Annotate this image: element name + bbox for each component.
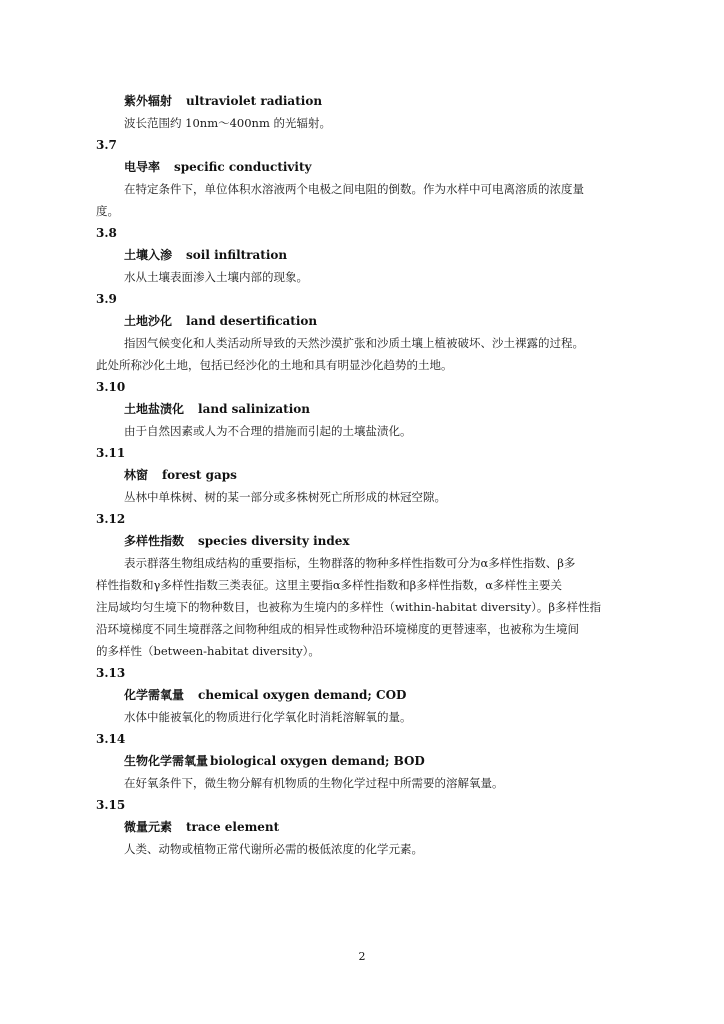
clause-number: 3.15 bbox=[96, 798, 126, 812]
term-heading bbox=[124, 401, 310, 417]
definition-line: 人类、动物或植物正常代谢所必需的极低浓度的化学元素。 bbox=[124, 842, 423, 856]
term-en: chemical oxygen demand; COD bbox=[198, 688, 407, 702]
clause-number: 3.9 bbox=[96, 292, 117, 306]
term-cn: 生物化学需氧量 bbox=[124, 754, 209, 768]
definition-line: 的多样性（between-habitat diversity）。 bbox=[96, 644, 320, 658]
definition-line: 表示群落生物组成结构的重要指标，生物群落的物种多样性指数可分为α多样性指数、β多 bbox=[124, 556, 576, 570]
definition-line: 指因气候变化和人类活动所导致的天然沙漠扩张和沙质土壤上植被破坏、沙土裸露的过程。 bbox=[124, 336, 584, 350]
definition-line: 波长范围约 10nm～400nm 的光辐射。 bbox=[124, 116, 332, 130]
term-en: trace element bbox=[186, 820, 280, 834]
term-en: specific conductivity bbox=[174, 160, 312, 174]
term-heading bbox=[124, 753, 425, 769]
term-en: soil infiltration bbox=[186, 248, 288, 262]
term-cn: 微量元素 bbox=[124, 820, 173, 834]
definition-line: 在特定条件下，单位体积水溶液两个电极之间电阻的倒数。作为水样中可电离溶质的浓度量 bbox=[124, 182, 584, 196]
term-en: species diversity index bbox=[198, 534, 350, 548]
term-cn: 紫外辐射 bbox=[124, 94, 173, 108]
term-en: ultraviolet radiation bbox=[186, 94, 323, 108]
term-cn: 土地盐渍化 bbox=[124, 402, 185, 416]
term-en: land salinization bbox=[198, 402, 310, 416]
term-cn: 土地沙化 bbox=[124, 314, 173, 328]
term-en: forest gaps bbox=[162, 468, 237, 482]
definition-line: 沿环境梯度不同生境群落之间物种组成的相异性或物种沿环境梯度的更替速率，也被称为生境间 bbox=[96, 622, 579, 636]
definition-line: 水体中能被氧化的物质进行化学氧化时消耗溶解氧的量。 bbox=[124, 710, 412, 724]
clause-number: 3.8 bbox=[96, 226, 117, 240]
term-heading bbox=[124, 819, 279, 835]
definition-line: 此处所称沙化土地，包括已经沙化的土地和具有明显沙化趋势的土地。 bbox=[96, 358, 453, 372]
clause-number: 3.11 bbox=[96, 446, 126, 460]
term-heading bbox=[124, 313, 317, 329]
definition-line: 样性指数和γ多样性指数三类表征。这里主要指α多样性指数和β多样性指数，α多样性主要关 bbox=[96, 578, 563, 592]
definition-line: 在好氧条件下，微生物分解有机物质的生物化学过程中所需要的溶解氧量。 bbox=[124, 776, 504, 790]
term-cn: 电导率 bbox=[124, 160, 161, 174]
term-cn: 土壤入渗 bbox=[124, 248, 173, 262]
clause-number: 3.13 bbox=[96, 666, 126, 680]
definition-line: 度。 bbox=[96, 204, 119, 218]
term-cn: 化学需氧量 bbox=[124, 688, 185, 702]
term-heading bbox=[124, 93, 322, 109]
term-heading bbox=[124, 467, 237, 483]
term-heading bbox=[124, 533, 350, 549]
clause-number: 3.12 bbox=[96, 512, 126, 526]
term-cn: 林窗 bbox=[124, 468, 149, 482]
definition-line: 丛林中单株树、树的某一部分或多株树死亡所形成的林冠空隙。 bbox=[124, 490, 446, 504]
term-en: land desertification bbox=[186, 314, 318, 328]
term-cn: 多样性指数 bbox=[124, 534, 185, 548]
term-en: biological oxygen demand; BOD bbox=[210, 754, 425, 768]
term-heading bbox=[124, 159, 311, 175]
definition-line: 注局域均匀生境下的物种数目，也被称为生境内的多样性（within-habitat diversity）。β多样性指 bbox=[96, 600, 602, 614]
clause-number: 3.10 bbox=[96, 380, 126, 394]
clause-number: 3.7 bbox=[96, 138, 117, 152]
term-heading bbox=[124, 247, 287, 263]
clause-number: 3.14 bbox=[96, 732, 126, 746]
term-heading bbox=[124, 687, 406, 703]
page-number: 2 bbox=[358, 950, 366, 963]
definition-line: 由于自然因素或人为不合理的措施而引起的土壤盐渍化。 bbox=[124, 424, 412, 438]
definition-line: 水从土壤表面渗入土壤内部的现象。 bbox=[124, 270, 308, 284]
